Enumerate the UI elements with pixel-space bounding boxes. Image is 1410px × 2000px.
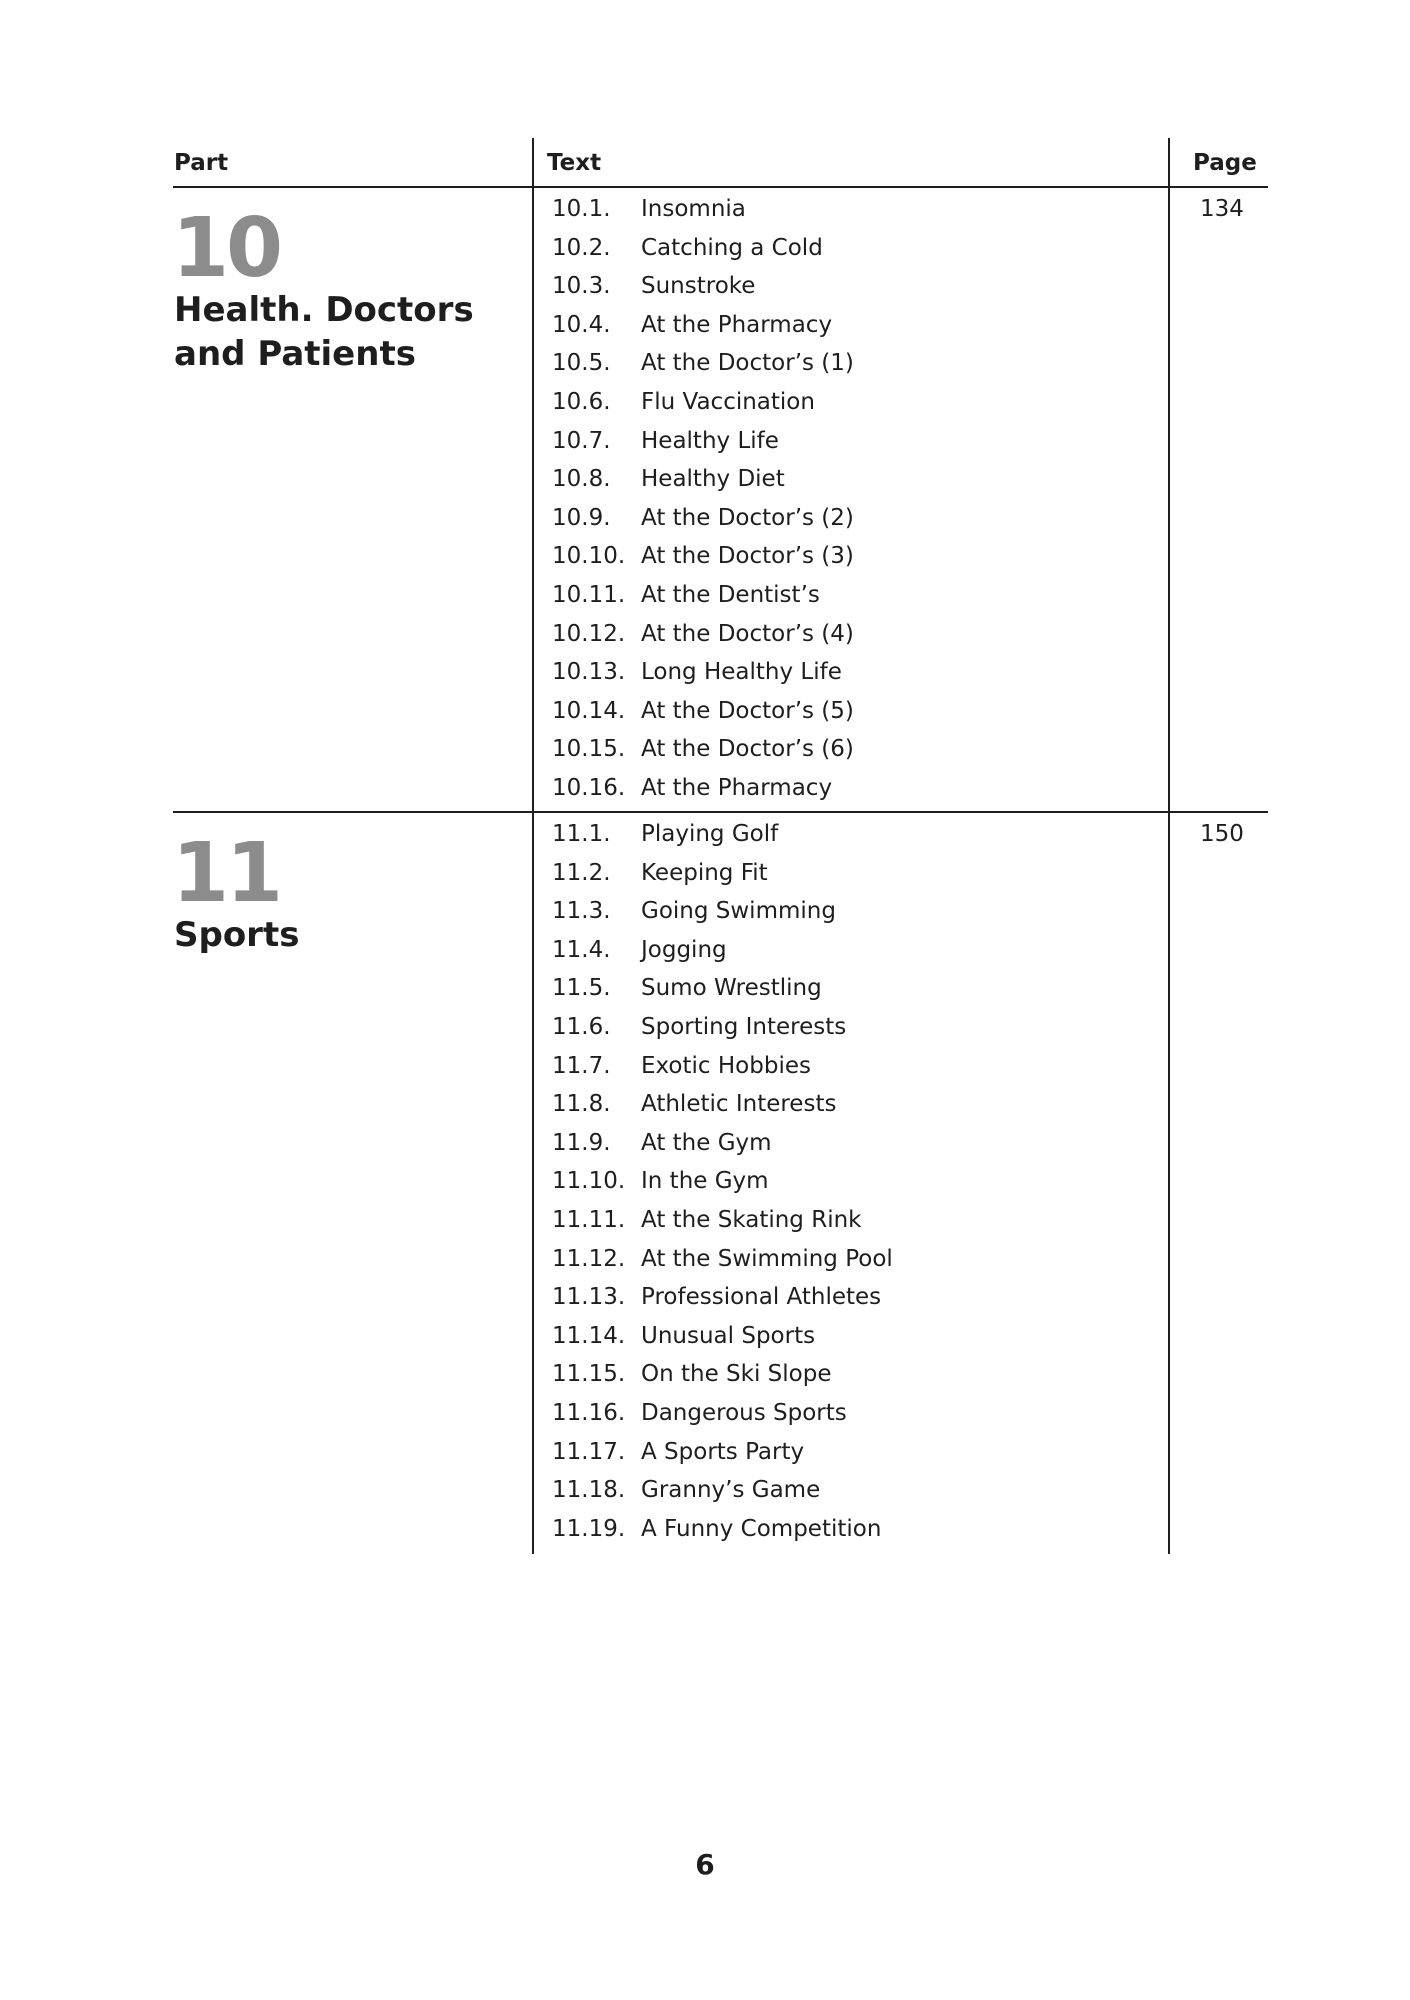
toc-entry	[0, 775, 1410, 814]
toc-entry	[0, 937, 1410, 976]
toc-entry	[0, 312, 1410, 351]
entry-list	[0, 196, 1410, 814]
entry-title: Long Healthy Life	[641, 659, 842, 686]
entry-number: 10.5.	[552, 350, 611, 377]
toc-entry	[0, 821, 1410, 860]
entry-title: At the Doctor’s (2)	[641, 504, 854, 531]
entry-number: 11.8.	[552, 1091, 611, 1118]
entry-number: 10.7.	[552, 427, 611, 454]
entry-number: 10.13.	[552, 659, 626, 686]
entry-number: 11.14.	[552, 1322, 626, 1349]
toc-entry	[0, 1207, 1410, 1246]
entry-number: 11.10.	[552, 1168, 626, 1195]
entry-title: Healthy Life	[641, 427, 779, 454]
entry-title: A Funny Competition	[641, 1515, 882, 1542]
toc-entry	[0, 350, 1410, 389]
entry-title: Dangerous Sports	[641, 1399, 847, 1426]
entry-title: Granny’s Game	[641, 1477, 821, 1504]
page-folio: 6	[695, 1848, 715, 1881]
toc-entry	[0, 1400, 1410, 1439]
toc-entry	[0, 1361, 1410, 1400]
toc-entry	[0, 1130, 1410, 1169]
toc-entry	[0, 1168, 1410, 1207]
entry-number: 11.5.	[552, 975, 611, 1002]
entry-title: Athletic Interests	[641, 1091, 837, 1118]
toc-entry	[0, 1477, 1410, 1516]
entry-number: 11.17.	[552, 1438, 626, 1465]
toc-entry	[0, 621, 1410, 660]
entry-number: 10.4.	[552, 311, 611, 338]
entry-number: 10.16.	[552, 774, 626, 801]
entry-number: 11.15.	[552, 1361, 626, 1388]
entry-number: 11.4.	[552, 936, 611, 963]
toc-entry	[0, 1284, 1410, 1323]
toc-entry	[0, 975, 1410, 1014]
entry-title: At the Skating Rink	[641, 1206, 862, 1233]
entry-number: 11.18.	[552, 1477, 626, 1504]
entry-title: Professional Athletes	[641, 1284, 882, 1311]
entry-number: 11.19.	[552, 1515, 626, 1542]
entry-number: 10.3.	[552, 273, 611, 300]
part-number: 11	[172, 826, 281, 921]
entry-title: Keeping Fit	[641, 859, 768, 886]
entry-title: At the Dentist’s	[641, 581, 820, 608]
toc-entry	[0, 1516, 1410, 1555]
toc-entry	[0, 196, 1410, 235]
entry-number: 10.1.	[552, 196, 611, 222]
toc-entry	[0, 428, 1410, 467]
part-title-line: and Patients	[174, 334, 416, 374]
entry-title: Sporting Interests	[641, 1013, 847, 1040]
entry-title: Playing Golf	[641, 821, 779, 847]
toc-entry	[0, 1053, 1410, 1092]
entry-number: 11.7.	[552, 1052, 611, 1079]
entry-title: At the Swimming Pool	[641, 1245, 893, 1272]
entry-number: 11.9.	[552, 1129, 611, 1156]
entry-title: Jogging	[641, 936, 727, 963]
entry-title: At the Gym	[641, 1129, 772, 1156]
entry-title: A Sports Party	[641, 1438, 805, 1465]
entry-title: Sumo Wrestling	[641, 975, 822, 1002]
entry-number: 10.11.	[552, 581, 626, 608]
entry-number: 10.9.	[552, 504, 611, 531]
toc-entry	[0, 698, 1410, 737]
entry-title: Flu Vaccination	[641, 388, 815, 415]
toc-entry	[0, 389, 1410, 428]
part-title-line: Health. Doctors	[174, 290, 474, 330]
header-rule	[173, 186, 1268, 188]
entry-title: At the Pharmacy	[641, 774, 833, 801]
entry-title: Going Swimming	[641, 898, 836, 925]
entry-number: 11.16.	[552, 1399, 626, 1426]
toc-entry	[0, 659, 1410, 698]
entry-number: 10.15.	[552, 736, 626, 763]
page-number: 150	[1200, 821, 1244, 847]
entry-number: 11.13.	[552, 1284, 626, 1311]
entry-number: 11.2.	[552, 859, 611, 886]
toc-entry	[0, 505, 1410, 544]
entry-title: At the Pharmacy	[641, 311, 833, 338]
toc-entry	[0, 543, 1410, 582]
entry-number: 10.12.	[552, 620, 626, 647]
toc-entry	[0, 736, 1410, 775]
toc-entry	[0, 1014, 1410, 1053]
toc-entry	[0, 235, 1410, 274]
entry-title: At the Doctor’s (3)	[641, 543, 854, 570]
entry-title: In the Gym	[641, 1168, 769, 1195]
page-number: 134	[1200, 196, 1244, 222]
entry-title: Unusual Sports	[641, 1322, 816, 1349]
toc-entry	[0, 1323, 1410, 1362]
toc-entry	[0, 466, 1410, 505]
toc-entry	[0, 273, 1410, 312]
column-header-page: Page	[1193, 150, 1257, 176]
entry-number: 11.11.	[552, 1206, 626, 1233]
entry-number: 10.10.	[552, 543, 626, 570]
entry-title: At the Doctor’s (4)	[641, 620, 854, 647]
toc-entry	[0, 1246, 1410, 1285]
entry-number: 11.6.	[552, 1013, 611, 1040]
entry-title: At the Doctor’s (5)	[641, 697, 854, 724]
entry-number: 10.2.	[552, 234, 611, 261]
entry-title: Catching a Cold	[641, 234, 823, 261]
entry-title: On the Ski Slope	[641, 1361, 832, 1388]
entry-title: Insomnia	[641, 196, 746, 222]
toc-entry	[0, 582, 1410, 621]
entry-list	[0, 821, 1410, 1554]
toc-entry	[0, 1091, 1410, 1130]
part-title-line: Sports	[174, 915, 300, 955]
toc-entry	[0, 860, 1410, 899]
toc-entry	[0, 898, 1410, 937]
entry-number: 11.1.	[552, 821, 611, 847]
entry-number: 10.14.	[552, 697, 626, 724]
entry-title: At the Doctor’s (6)	[641, 736, 854, 763]
entry-number: 10.8.	[552, 466, 611, 493]
toc-entry	[0, 1439, 1410, 1478]
entry-number: 11.3.	[552, 898, 611, 925]
entry-number: 10.6.	[552, 388, 611, 415]
entry-title: At the Doctor’s (1)	[641, 350, 854, 377]
part-number: 10	[172, 201, 281, 296]
entry-title: Healthy Diet	[641, 466, 785, 493]
entry-number: 11.12.	[552, 1245, 626, 1272]
column-header-text: Text	[547, 150, 602, 176]
column-header-part: Part	[174, 150, 229, 176]
entry-title: Exotic Hobbies	[641, 1052, 811, 1079]
entry-title: Sunstroke	[641, 273, 756, 300]
